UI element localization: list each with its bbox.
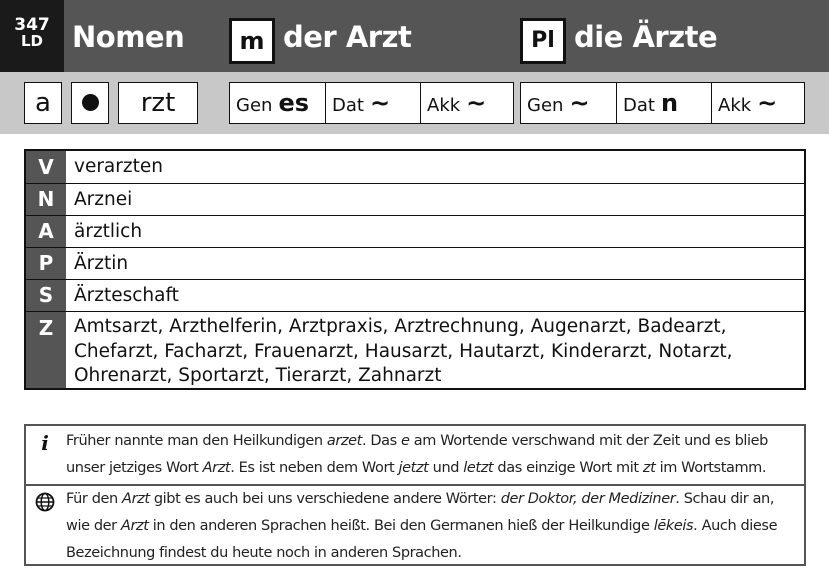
case-plural-dative: Dat n [616, 83, 711, 123]
info-icon: i [41, 431, 49, 455]
entry-code: LD [20, 32, 43, 50]
case-singular-dative: Dat ~ [325, 83, 420, 123]
derivation-row-compounds [26, 311, 804, 388]
entry-number: 347 [14, 15, 50, 35]
plural-form: die Ärzte [574, 20, 718, 54]
info-languages [26, 486, 804, 566]
derivation-row-collective [26, 279, 804, 311]
row-text: Ärzteschaft [74, 285, 179, 306]
word-type-label: Nomen [72, 20, 185, 54]
case-plural-accusative: Akk ~ [711, 83, 804, 123]
row-letter: S [26, 280, 66, 311]
singular-cases [229, 82, 514, 124]
row-letter: P [26, 248, 66, 279]
row-text: verarzten [74, 156, 163, 177]
entry-header [0, 0, 829, 72]
row-text: Ärztin [74, 253, 129, 274]
globe-icon [34, 492, 56, 516]
case-plural-genitive: Gen ~ [527, 89, 590, 117]
row-letter: Z [26, 312, 66, 388]
derivation-row-noun [26, 183, 804, 215]
derivation-row-adjective [26, 215, 804, 247]
case-singular-accusative: Akk ~ [420, 83, 513, 123]
gender-badge: m [229, 18, 275, 64]
row-text: ärztlich [74, 221, 143, 242]
derivation-row-verb [26, 151, 804, 183]
info-history [26, 427, 804, 483]
info-languages-text: Für den Arzt gibt es auch bei uns verschiedene andere Wörter: der Doktor, der Mediziner. Schau dir an, wie der Arzt in den anderen Sprachen heißt. Bei den Germanen hieß der Heilkundige lēkeis. Auch diese Bezeichnung findest du heute noch in anderen Sprachen. [66, 491, 778, 561]
stem-cell: rzt [118, 82, 198, 124]
derivation-row-person [26, 247, 804, 279]
plural-badge: Pl [520, 18, 566, 64]
derivation-table [24, 149, 806, 390]
umlaut-dot-cell [71, 82, 109, 124]
case-singular-genitive: Gen es [236, 89, 309, 117]
plural-cases [520, 82, 805, 124]
vowel-cell: a [24, 82, 62, 124]
entry-id-badge [0, 0, 64, 72]
info-box [24, 424, 806, 566]
info-history-text: Früher nannte man den Heilkundigen arzet. Das e am Wortende verschwand mit der Zeit und es blieb unser jetziges Wort Arzt. Es ist neben dem Wort jetzt und letzt das einzige Wort mit zt im Wortstamm. [66, 433, 768, 476]
row-letter: V [26, 151, 66, 183]
row-letter: N [26, 184, 66, 215]
row-text: Arznei [74, 189, 133, 210]
singular-form: der Arzt [283, 20, 412, 54]
row-text: Amtsarzt, Arzthelferin, Arztpraxis, Arztrechnung, Augenarzt, Badearzt, Chefarzt, Facharzt, Frauenarzt, Hausarzt, Hautarzt, Kinderarzt, Notarzt, Ohrenarzt, Sportarzt, Tierarzt, Zahnarzt [74, 316, 733, 386]
row-letter: A [26, 216, 66, 247]
umlaut-dot-icon [82, 94, 99, 111]
